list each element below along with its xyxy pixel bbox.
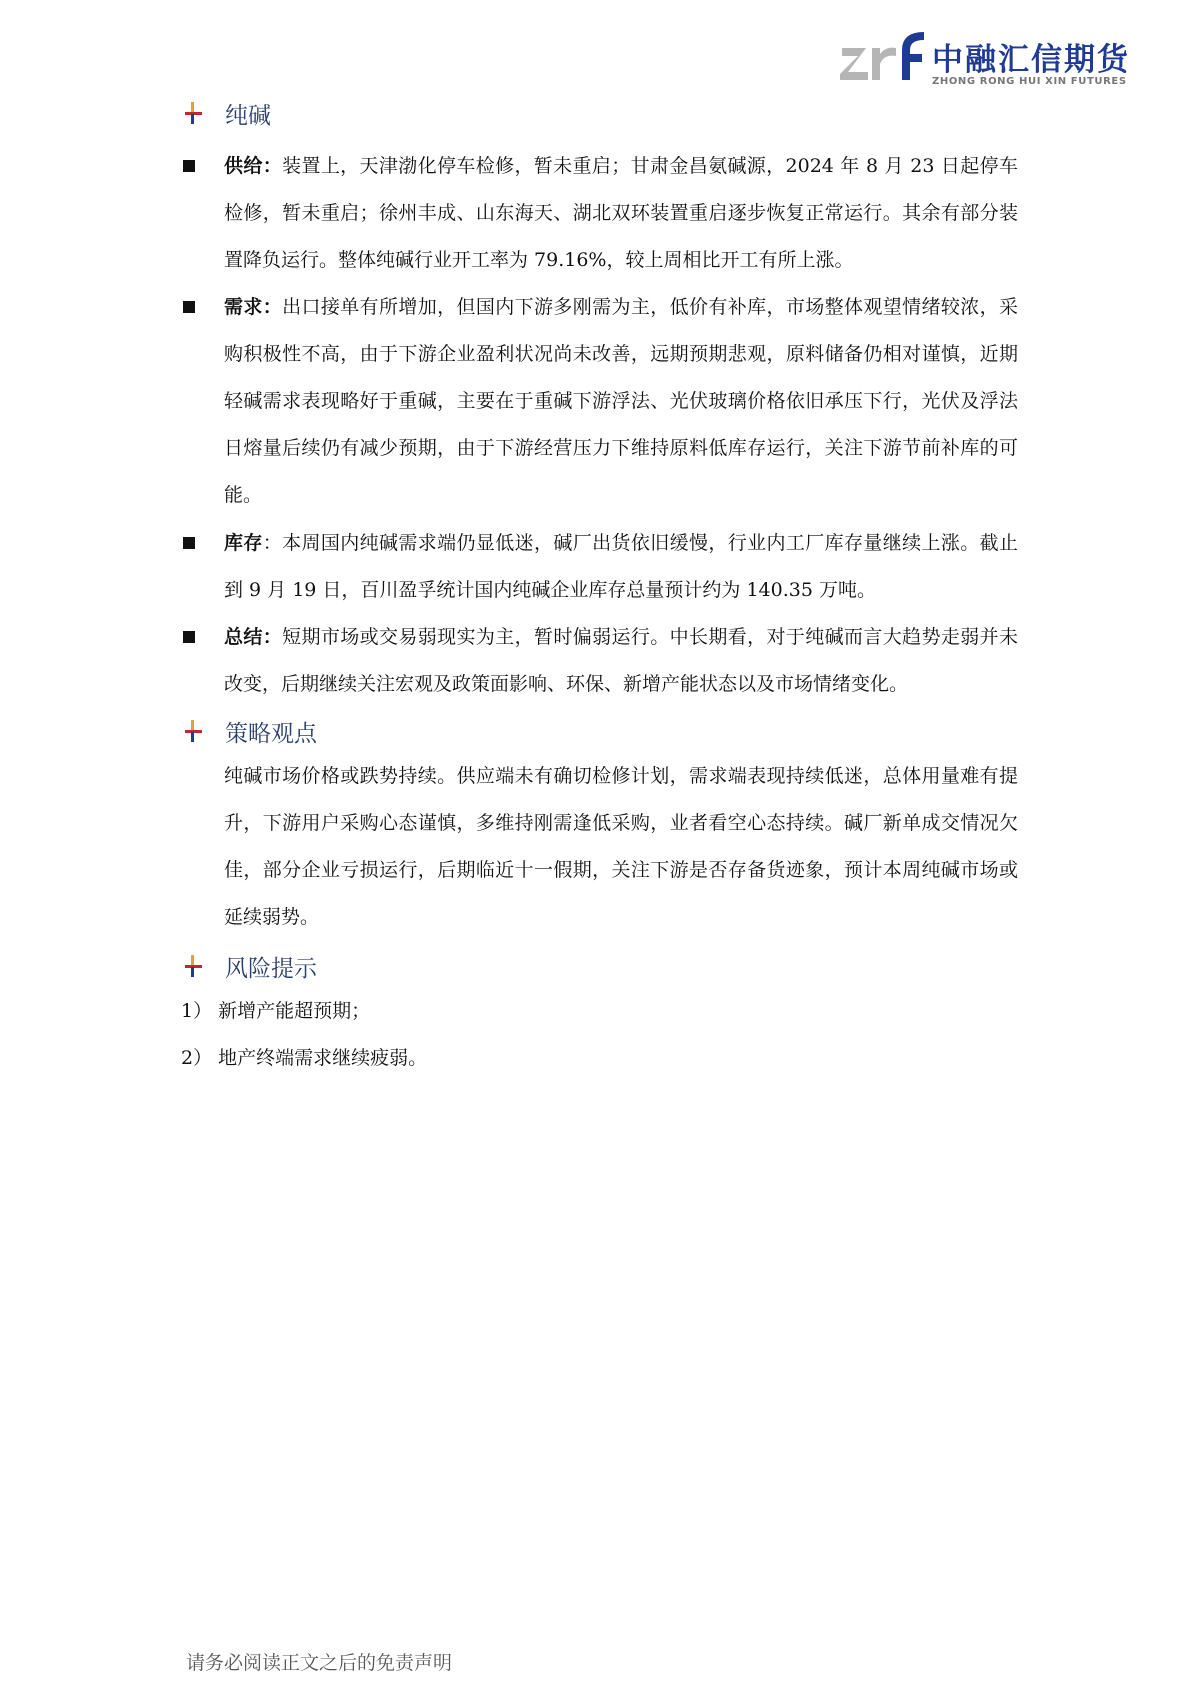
text-inventory: ：本周国内纯碱需求端仍显低迷，碱厂出货依旧缓慢，行业内工厂库存量继续上涨。截止到 9 月 19 日，百川盈孚统计国内纯碱企业库存总量预计约为 140.35 万吨。 [224, 532, 1018, 601]
text-demand: 出口接单有所增加，但国内下游多刚需为主，低价有补库，市场整体观望情绪较浓，采购积极性不高，由于下游企业盈利状况尚未改善，远期预期悲观，原料储备仍相对谨慎，近期轻碱需求表现略好于重碱，主要在于重碱下游浮法、光伏玻璃价格依旧承压下行，光伏及浮法日熔量后续仍有减少预期，由于下游经营压力下维持原料低库存运行，关注下游节前补库的可能。 [224, 296, 1018, 506]
bullet-square-icon [183, 537, 195, 549]
section-heading-risk [183, 949, 317, 983]
znf-logo-mark-icon [840, 28, 932, 92]
footer-disclaimer: 请务必阅读正文之后的免责声明 [186, 1652, 453, 1674]
section-heading-soda-ash [183, 96, 271, 130]
bullet-square-icon [183, 160, 195, 172]
text-supply: 装置上，天津渤化停车检修，暂未重启；甘肃金昌氨碱源，2024 年 8 月 23 日起停车检修，暂未重启；徐州丰成、山东海天、湖北双环装置重启逐步恢复正常运行。其余有部分装置降负运行。整体纯碱行业开工率为 79.16%，较上周相比开工有所上涨。 [224, 155, 1018, 271]
paragraph-summary [224, 614, 1018, 708]
section-heading-strategy [183, 714, 317, 748]
risk-item-1: 1） 新增产能超预期； [181, 1000, 371, 1022]
label-summary: 总结： [224, 626, 283, 648]
section-marker-icon [183, 720, 203, 742]
bullet-square-icon [183, 631, 195, 643]
section-title: 风险提示 [225, 955, 317, 982]
section-title: 策略观点 [225, 720, 317, 747]
label-inventory: 库存 [224, 532, 263, 554]
logo-text-cn: 中融汇信期货 [932, 42, 1130, 78]
bullet-square-icon [183, 301, 195, 313]
section-marker-icon [183, 102, 203, 124]
company-logo [840, 28, 1130, 92]
label-demand: 需求： [224, 296, 283, 318]
section-marker-icon [183, 955, 203, 977]
paragraph-demand [224, 284, 1018, 519]
section-title: 纯碱 [225, 102, 271, 129]
paragraph-strategy: 纯碱市场价格或跌势持续。供应端未有确切检修计划，需求端表现持续低迷，总体用量难有提升，下游用户采购心态谨慎，多维持刚需逢低采购，业者看空心态持续。碱厂新单成交情况欠佳，部分企业亏损运行，后期临近十一假期，关注下游是否存备货迹象，预计本周纯碱市场或延续弱势。 [224, 765, 1018, 928]
paragraph-supply [224, 143, 1018, 284]
text-summary: 短期市场或交易弱现实为主，暂时偏弱运行。中长期看，对于纯碱而言大趋势走弱并未改变，后期继续关注宏观及政策面影响、环保、新增产能状态以及市场情绪变化。 [224, 626, 1018, 695]
paragraph-inventory [224, 520, 1018, 614]
logo-text-en: ZHONG RONG HUI XIN FUTURES [932, 76, 1127, 87]
risk-item-2: 2） 地产终端需求继续疲弱。 [181, 1047, 428, 1069]
label-supply: 供给： [224, 155, 283, 177]
